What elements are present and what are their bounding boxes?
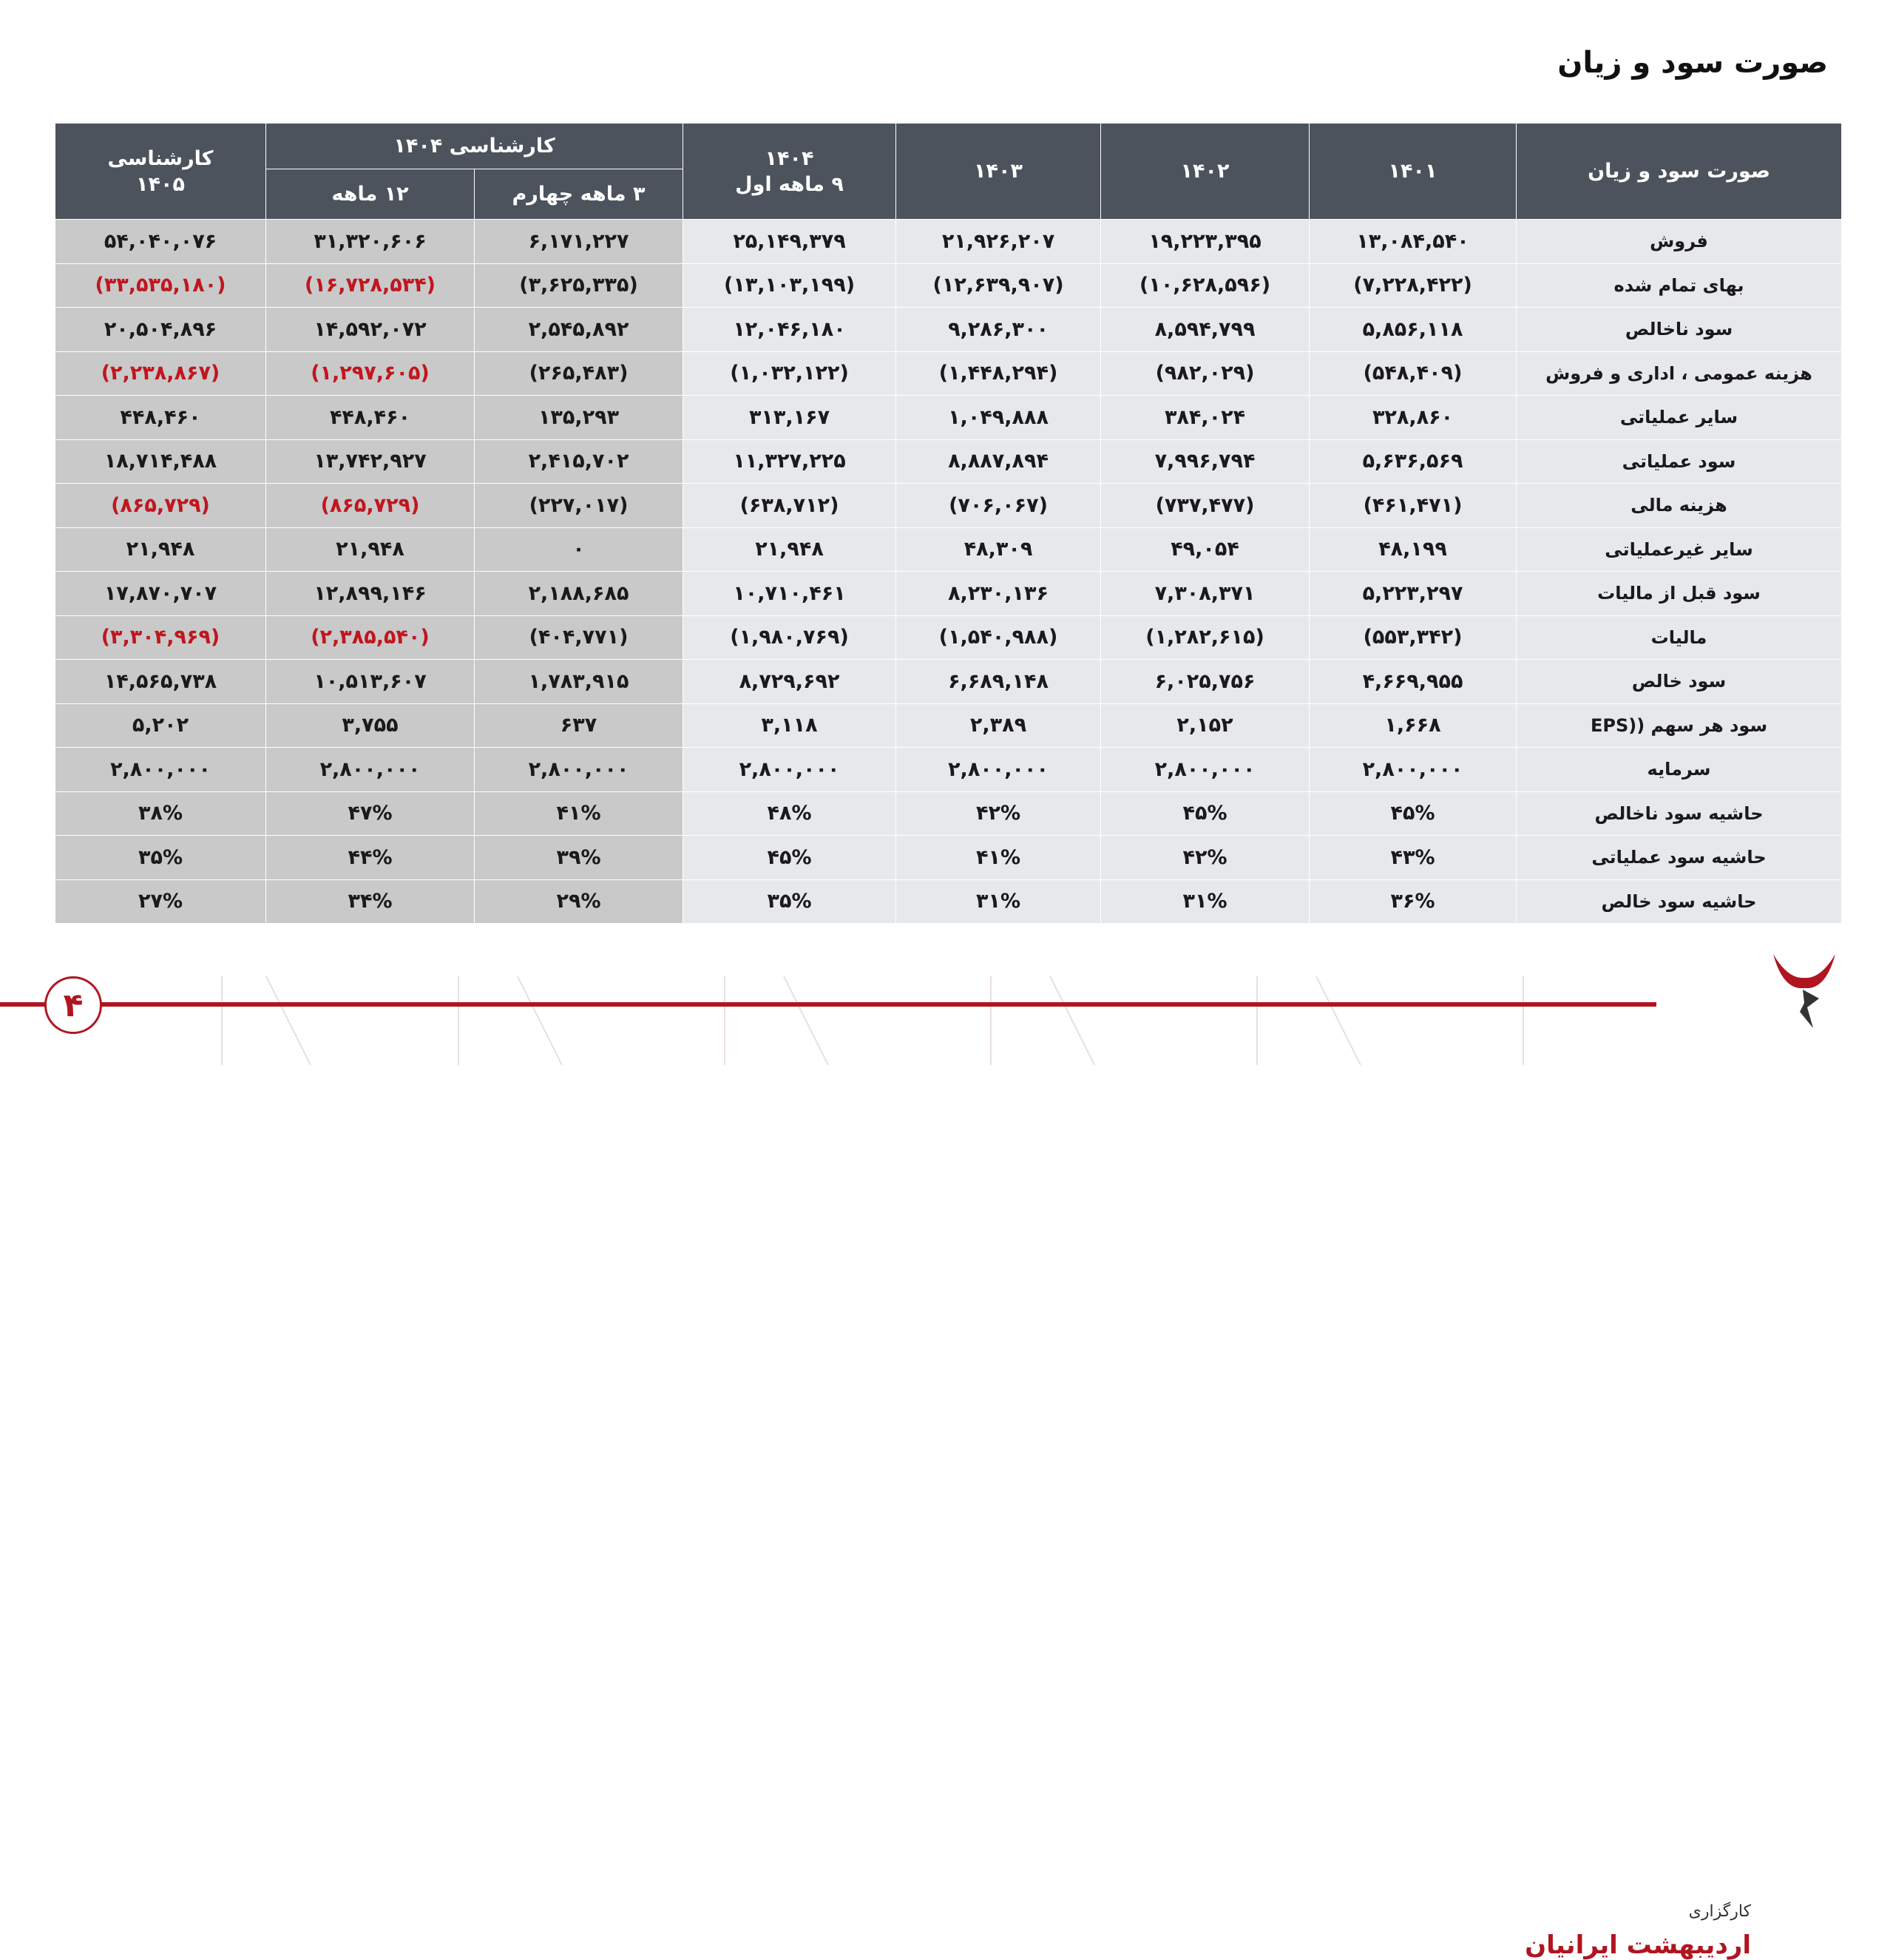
table-cell: ۱۲,۰۴۶,۱۸۰ xyxy=(683,308,896,352)
table-cell: ۲۰,۵۰۴,۸۹۶ xyxy=(55,308,266,352)
logo-main-text: اردیبهشت ایرانیان xyxy=(1525,1930,1751,1960)
table-cell: ۳,۷۵۵ xyxy=(266,703,475,748)
row-label: فروش xyxy=(1517,220,1842,264)
table-cell: ۲,۵۴۵,۸۹۲ xyxy=(475,308,683,352)
table-cell: ۳۱,۳۲۰,۶۰۶ xyxy=(266,220,475,264)
table-cell: ۱۷,۸۷۰,۷۰۷ xyxy=(55,572,266,616)
row-label: سود خالص xyxy=(1517,660,1842,704)
profit-loss-table xyxy=(55,123,1842,924)
header-12m: ۱۲ ماهه xyxy=(266,169,475,220)
table-cell: ۱,۰۴۹,۸۸۸ xyxy=(896,396,1101,440)
table-cell: ۲,۸۰۰,۰۰۰ xyxy=(896,748,1101,792)
table-cell: ۵,۸۵۶,۱۱۸ xyxy=(1310,308,1517,352)
table-cell: ۲,۴۱۵,۷۰۲ xyxy=(475,439,683,484)
table-cell: ۴۲% xyxy=(896,791,1101,836)
table-cell: ۲,۸۰۰,۰۰۰ xyxy=(1101,748,1310,792)
table-cell: ۸,۷۲۹,۶۹۲ xyxy=(683,660,896,704)
header-1404-period: ۹ ماهه اول xyxy=(735,172,844,196)
table-cell: (۱,۲۹۷,۶۰۵) xyxy=(266,351,475,396)
table-row xyxy=(55,703,1842,748)
table-cell: ۱۰,۷۱۰,۴۶۱ xyxy=(683,572,896,616)
table-cell: (۳,۶۲۵,۳۳۵) xyxy=(475,263,683,308)
table-cell: (۲,۳۸۵,۵۴۰) xyxy=(266,615,475,660)
table-cell: ۴۸,۳۰۹ xyxy=(896,527,1101,572)
table-cell: (۷۳۷,۴۷۷) xyxy=(1101,484,1310,528)
table-cell: ۱۱,۳۲۷,۲۲۵ xyxy=(683,439,896,484)
table-cell: ۲,۸۰۰,۰۰۰ xyxy=(683,748,896,792)
table-cell: ۲۱,۹۴۸ xyxy=(266,527,475,572)
table-row xyxy=(55,527,1842,572)
table-cell: ۷,۹۹۶,۷۹۴ xyxy=(1101,439,1310,484)
table-cell: (۱,۴۴۸,۲۹۴) xyxy=(896,351,1101,396)
table-cell: ۲,۳۸۹ xyxy=(896,703,1101,748)
page-number: ۴ xyxy=(44,976,102,1034)
header-1404-year: ۱۴۰۴ xyxy=(765,146,814,170)
table-cell: ۳۸% xyxy=(55,791,266,836)
table-cell: ۳۸۴,۰۲۴ xyxy=(1101,396,1310,440)
table-cell: ۴۵% xyxy=(683,836,896,880)
table-row xyxy=(55,396,1842,440)
table-cell: ۵,۲۲۳,۲۹۷ xyxy=(1310,572,1517,616)
table-cell: ۱۴,۵۹۲,۰۷۲ xyxy=(266,308,475,352)
row-label: سود ناخالص xyxy=(1517,308,1842,352)
table-cell: ۴۹,۰۵۴ xyxy=(1101,527,1310,572)
table-row xyxy=(55,351,1842,396)
table-cell: (۹۸۲,۰۲۹) xyxy=(1101,351,1310,396)
header-q4: ۳ ماهه چهارم xyxy=(475,169,683,220)
logo-small-text: کارگزاری xyxy=(1688,1902,1751,1921)
table-row xyxy=(55,748,1842,792)
brand-logo xyxy=(1525,941,1841,1960)
table-cell: ۹,۲۸۶,۳۰۰ xyxy=(896,308,1101,352)
table-cell: ۳۵% xyxy=(683,879,896,924)
footer-line xyxy=(0,1002,1656,1007)
table-cell: ۴,۶۶۹,۹۵۵ xyxy=(1310,660,1517,704)
table-cell: (۵۵۳,۳۴۲) xyxy=(1310,615,1517,660)
table-cell: ۶,۱۷۱,۲۲۷ xyxy=(475,220,683,264)
header-1404 xyxy=(683,124,896,220)
table-cell: (۱۶,۷۲۸,۵۳۴) xyxy=(266,263,475,308)
table-cell: (۲,۲۳۸,۸۶۷) xyxy=(55,351,266,396)
table-cell: ۴۱% xyxy=(896,836,1101,880)
table-cell: ۲۹% xyxy=(475,879,683,924)
table-cell: (۴۶۱,۴۷۱) xyxy=(1310,484,1517,528)
page-title: صورت سود و زیان xyxy=(1557,46,1828,80)
table-cell: (۷,۲۲۸,۴۲۲) xyxy=(1310,263,1517,308)
table-cell: ۸,۵۹۴,۷۹۹ xyxy=(1101,308,1310,352)
table-cell: (۸۶۵,۷۲۹) xyxy=(266,484,475,528)
table-cell: ۲,۱۵۲ xyxy=(1101,703,1310,748)
table-row xyxy=(55,660,1842,704)
header-label-col: صورت سود و زیان xyxy=(1517,124,1842,220)
table-row xyxy=(55,572,1842,616)
table-cell: ۲,۸۰۰,۰۰۰ xyxy=(55,748,266,792)
table-cell: ۳۶% xyxy=(1310,879,1517,924)
row-label: سود قبل از مالیات xyxy=(1517,572,1842,616)
row-label: هزینه مالی xyxy=(1517,484,1842,528)
table-cell: ۱۲,۸۹۹,۱۴۶ xyxy=(266,572,475,616)
table-cell: ۴۱% xyxy=(475,791,683,836)
table-cell: (۶۳۸,۷۱۲) xyxy=(683,484,896,528)
header-1403: ۱۴۰۳ xyxy=(896,124,1101,220)
table-cell: ۱۹,۲۲۳,۳۹۵ xyxy=(1101,220,1310,264)
row-label: سایر غیرعملیاتی xyxy=(1517,527,1842,572)
row-label: حاشیه سود ناخالص xyxy=(1517,791,1842,836)
table-cell: ۳۱۳,۱۶۷ xyxy=(683,396,896,440)
table-cell: (۱۳,۱۰۳,۱۹۹) xyxy=(683,263,896,308)
table-cell: ۴۴۸,۴۶۰ xyxy=(55,396,266,440)
row-label: حاشیه سود عملیاتی xyxy=(1517,836,1842,880)
bull-logo-icon xyxy=(1767,941,1841,1037)
table-cell: ۵۴,۰۴۰,۰۷۶ xyxy=(55,220,266,264)
table-cell: (۱,۰۳۲,۱۲۲) xyxy=(683,351,896,396)
table-cell: (۱,۵۴۰,۹۸۸) xyxy=(896,615,1101,660)
table-cell: ۲۱,۹۴۸ xyxy=(55,527,266,572)
table-cell: ۲۱,۹۲۶,۲۰۷ xyxy=(896,220,1101,264)
table-row xyxy=(55,791,1842,836)
row-label: سود هر سهم ((EPS xyxy=(1517,703,1842,748)
table-row xyxy=(55,836,1842,880)
table-cell: ۳۹% xyxy=(475,836,683,880)
table-cell: ۱۸,۷۱۴,۴۸۸ xyxy=(55,439,266,484)
table-cell: ۴۴۸,۴۶۰ xyxy=(266,396,475,440)
table-cell: ۱۳,۷۴۲,۹۲۷ xyxy=(266,439,475,484)
table-cell: ۳۵% xyxy=(55,836,266,880)
table-cell: (۱,۹۸۰,۷۶۹) xyxy=(683,615,896,660)
table-cell: ۳,۱۱۸ xyxy=(683,703,896,748)
table-cell: ۳۱% xyxy=(896,879,1101,924)
table-row xyxy=(55,308,1842,352)
table-cell: (۱۰,۶۲۸,۵۹۶) xyxy=(1101,263,1310,308)
table-cell: ۱۳۵,۲۹۳ xyxy=(475,396,683,440)
table-cell: ۳۴% xyxy=(266,879,475,924)
table-cell: ۴۴% xyxy=(266,836,475,880)
table-row xyxy=(55,615,1842,660)
table-row xyxy=(55,263,1842,308)
table-cell: ۱,۷۸۳,۹۱۵ xyxy=(475,660,683,704)
header-expert-1405-label: کارشناسی xyxy=(107,146,214,170)
row-label: سایر عملیاتی xyxy=(1517,396,1842,440)
header-1401: ۱۴۰۱ xyxy=(1310,124,1517,220)
table-cell: (۱,۲۸۲,۶۱۵) xyxy=(1101,615,1310,660)
table-cell: ۱۳,۰۸۴,۵۴۰ xyxy=(1310,220,1517,264)
table-cell: ۴۸,۱۹۹ xyxy=(1310,527,1517,572)
row-label: سود عملیاتی xyxy=(1517,439,1842,484)
table-cell: ۱,۶۶۸ xyxy=(1310,703,1517,748)
table-cell: ۷,۳۰۸,۳۷۱ xyxy=(1101,572,1310,616)
table-cell: ۶۳۷ xyxy=(475,703,683,748)
table-cell: ۲,۸۰۰,۰۰۰ xyxy=(266,748,475,792)
header-expert-1404: کارشناسی ۱۴۰۴ xyxy=(266,124,683,169)
table-row xyxy=(55,220,1842,264)
table-row xyxy=(55,879,1842,924)
row-label: بهای تمام شده xyxy=(1517,263,1842,308)
table-cell: ۳۱% xyxy=(1101,879,1310,924)
table-cell: ۵,۶۳۶,۵۶۹ xyxy=(1310,439,1517,484)
header-1402: ۱۴۰۲ xyxy=(1101,124,1310,220)
table-cell: (۵۴۸,۴۰۹) xyxy=(1310,351,1517,396)
table-body xyxy=(55,220,1842,924)
footer-decoration xyxy=(0,962,1656,1065)
table-cell: (۸۶۵,۷۲۹) xyxy=(55,484,266,528)
table-cell: ۶,۰۲۵,۷۵۶ xyxy=(1101,660,1310,704)
table-cell: ۲۵,۱۴۹,۳۷۹ xyxy=(683,220,896,264)
table-cell: ۴۷% xyxy=(266,791,475,836)
row-label: سرمایه xyxy=(1517,748,1842,792)
table-cell: (۳۳,۵۳۵,۱۸۰) xyxy=(55,263,266,308)
row-label: هزینه عمومی ، اداری و فروش xyxy=(1517,351,1842,396)
table-row xyxy=(55,439,1842,484)
table-cell: ۴۵% xyxy=(1310,791,1517,836)
header-expert-1405 xyxy=(55,124,266,220)
table-cell: ۸,۲۳۰,۱۳۶ xyxy=(896,572,1101,616)
table-cell: ۲,۱۸۸,۶۸۵ xyxy=(475,572,683,616)
table-cell: (۴۰۴,۷۷۱) xyxy=(475,615,683,660)
table-cell: ۰ xyxy=(475,527,683,572)
table-cell: ۵,۲۰۲ xyxy=(55,703,266,748)
table-cell: ۴۲% xyxy=(1101,836,1310,880)
header-expert-1405-year: ۱۴۰۵ xyxy=(136,172,185,196)
table-cell: ۱۴,۵۶۵,۷۳۸ xyxy=(55,660,266,704)
row-label: مالیات xyxy=(1517,615,1842,660)
table-cell: ۲,۸۰۰,۰۰۰ xyxy=(1310,748,1517,792)
table-row xyxy=(55,484,1842,528)
table-cell: ۸,۸۸۷,۸۹۴ xyxy=(896,439,1101,484)
table-cell: ۲۱,۹۴۸ xyxy=(683,527,896,572)
table-cell: (۱۲,۶۳۹,۹۰۷) xyxy=(896,263,1101,308)
table-cell: ۲,۸۰۰,۰۰۰ xyxy=(475,748,683,792)
table-cell: ۳۲۸,۸۶۰ xyxy=(1310,396,1517,440)
row-label: حاشیه سود خالص xyxy=(1517,879,1842,924)
table-cell: ۴۵% xyxy=(1101,791,1310,836)
table-cell: ۴۸% xyxy=(683,791,896,836)
table-cell: ۲۷% xyxy=(55,879,266,924)
table-cell: ۱۰,۵۱۳,۶۰۷ xyxy=(266,660,475,704)
table-cell: (۲۶۵,۴۸۳) xyxy=(475,351,683,396)
table-cell: ۶,۶۸۹,۱۴۸ xyxy=(896,660,1101,704)
table-cell: (۲۲۷,۰۱۷) xyxy=(475,484,683,528)
table-cell: ۴۳% xyxy=(1310,836,1517,880)
table-cell: (۷۰۶,۰۶۷) xyxy=(896,484,1101,528)
table-cell: (۳,۳۰۴,۹۶۹) xyxy=(55,615,266,660)
